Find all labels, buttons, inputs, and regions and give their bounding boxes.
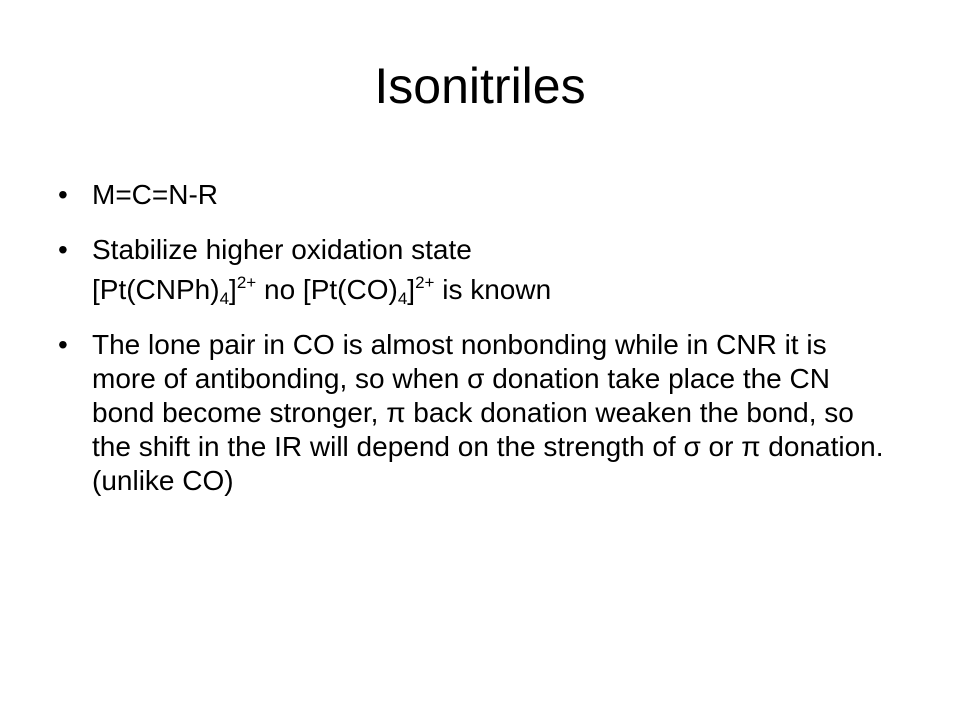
formula-superscript: 2+ <box>415 273 435 292</box>
formula-part: ] <box>407 274 416 305</box>
bullet-icon: • <box>58 329 68 360</box>
list-item <box>58 328 898 498</box>
bullet-text-lone-pair: The lone pair in CO is almost nonbonding while in CNR it is more of antibonding, so when σ donation take place the CN bond become stronger, π back donation weaken the bond, so the shift in the IR will depend on the strength of σ or π donation. (unlike CO) <box>92 329 884 496</box>
formula-subscript: 4 <box>219 289 230 308</box>
bullet-text-oxidation: Stabilize higher oxidation state <box>92 234 472 265</box>
bullet-list <box>58 178 898 519</box>
bullet-icon: • <box>58 234 68 265</box>
list-item <box>58 178 898 212</box>
bullet-text-structure: M=C=N-R <box>92 179 219 210</box>
slide-title: Isonitriles <box>374 58 586 114</box>
formula-part: [Pt(CNPh) <box>92 274 220 305</box>
formula-part: is known <box>434 274 552 305</box>
formula-part: no [Pt(CO) <box>256 274 398 305</box>
formula-subscript: 4 <box>397 289 408 308</box>
formula-line <box>58 273 898 307</box>
bullet-icon: • <box>58 179 68 210</box>
formula-superscript: 2+ <box>236 273 257 292</box>
list-item <box>58 233 898 267</box>
formula-part: ] <box>229 274 237 305</box>
